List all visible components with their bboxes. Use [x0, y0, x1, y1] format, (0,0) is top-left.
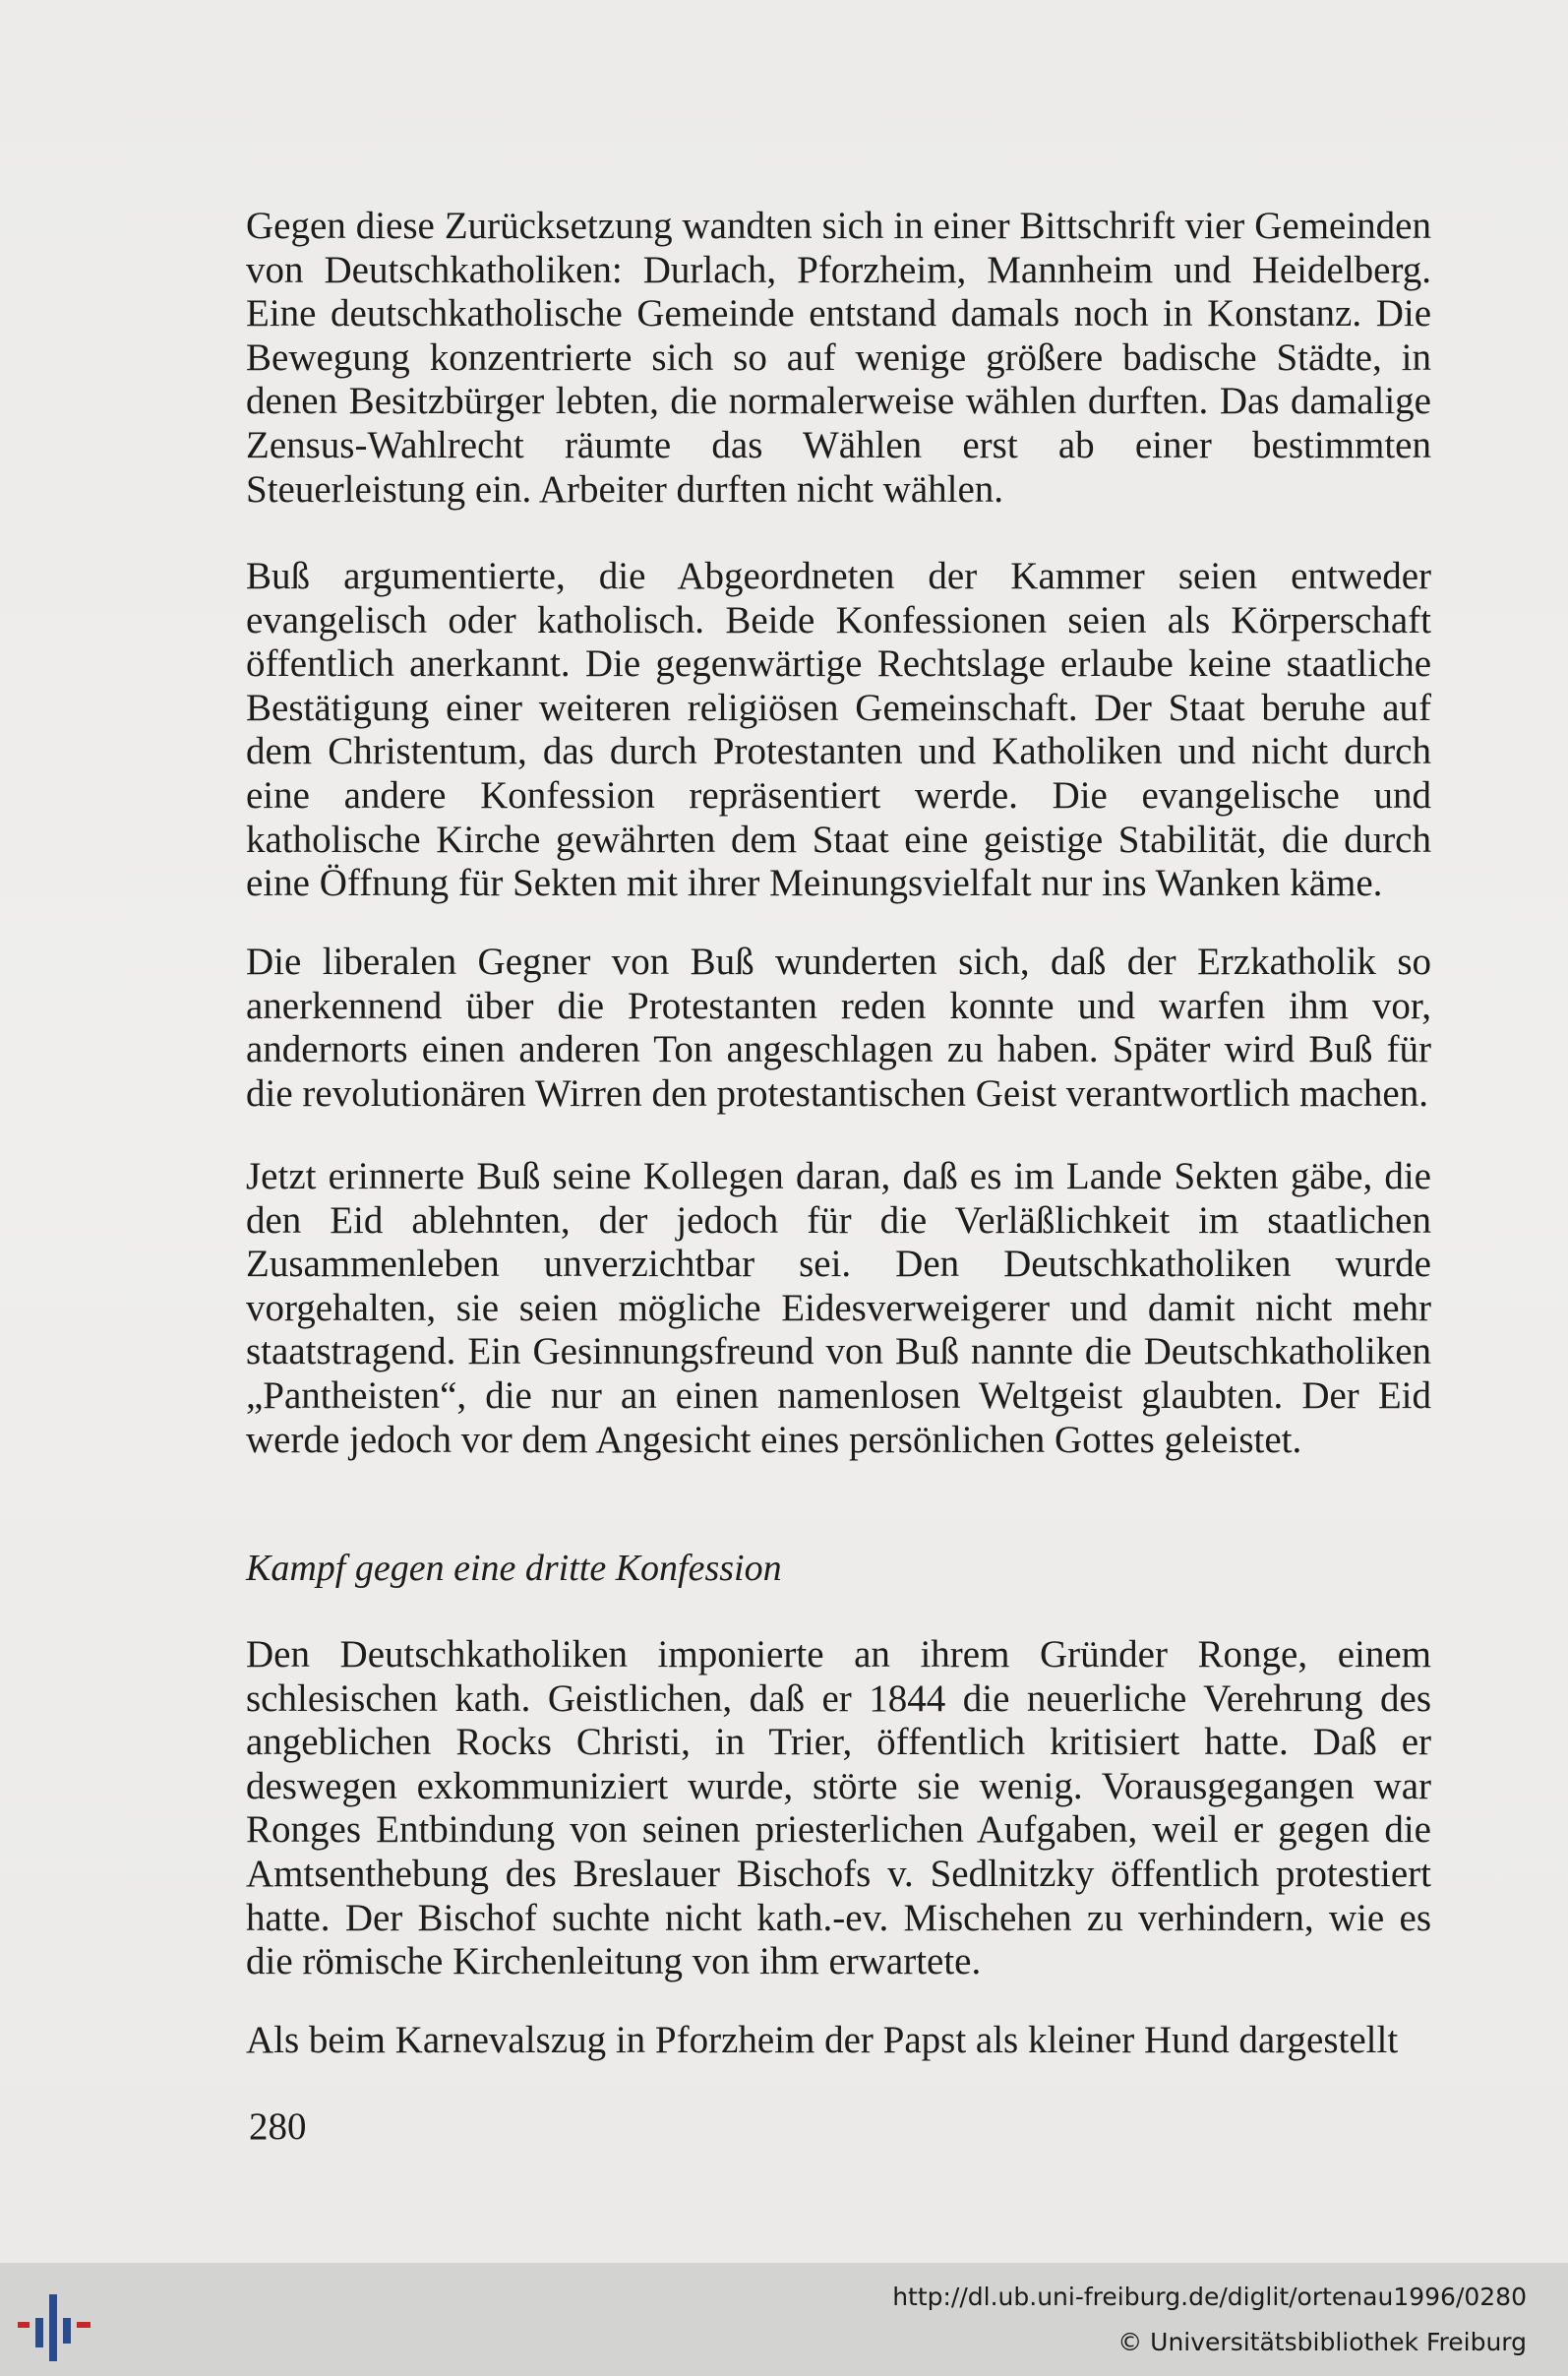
- ub-freiburg-logo-icon: [18, 2294, 98, 2361]
- paragraph-1: Gegen diese Zurücksetzung wandten sich in einer Bittschrift vier Gemeinden von Deutschkatholiken: Durlach, Pforzheim, Mannheim und Heidelberg. Eine deutschkatholische Gemeinde entstand damals noch in Konstanz. Die Bewegung konzentrierte sich so auf wenige größere badische Städte, in denen Besitzbürger lebten, die normalerweise wählen durften. Das damalige Zensus-Wahlrecht räumte das Wählen erst ab einer bestimmten Steuerleistung ein. Arbeiter durften nicht wählen.: [246, 205, 1431, 511]
- paragraph-3: Die liberalen Gegner von Buß wunderten sich, daß der Erzkatholik so anerkennend über die Protestanten reden konnte und warfen ihm vor, andernorts einen anderen Ton angeschlagen zu haben. Später wird Buß für die revolutionären Wirren den protestantischen Geist verantwortlich machen.: [246, 941, 1431, 1115]
- document-url-link[interactable]: http://dl.ub.uni-freiburg.de/diglit/ortenau1996/0280: [892, 2283, 1527, 2311]
- page-number: 280: [249, 2105, 307, 2148]
- paragraph-4: Jetzt erinnerte Buß seine Kollegen daran, daß es im Lande Sekten gäbe, die den Eid ablehnten, der jedoch für die Verläßlichkeit im staatlichen Zusammenleben unverzichtbar sei. Den Deutschkatholiken wurde vorgehalten, sie seien mögliche Eidesverweigerer und damit nicht mehr staatstragend. Ein Gesinnungsfreund von Buß nannte die Deutschkatholiken „Pantheisten“, die nur an einen namenlosen Weltgeist glaubten. Der Eid werde jedoch vor dem Angesicht eines persönlichen Gottes geleistet.: [246, 1155, 1431, 1461]
- footer-bar: [0, 2263, 1568, 2376]
- paragraph-2: Buß argumentierte, die Abgeordneten der Kammer seien entweder evangelisch oder katholisch. Beide Konfessionen seien als Körperschaft öffentlich anerkannt. Die gegenwärtige Rechtslage erlaube keine staatliche Bestätigung einer weiteren religiösen Gemeinschaft. Der Staat beruhe auf dem Christentum, das durch Protestanten und Katholiken und nicht durch eine andere Konfession repräsentiert werde. Die evangelische und katholische Kirche gewährten dem Staat eine geistige Stabilität, die durch eine Öffnung für Sekten mit ihrer Meinungsvielfalt nur ins Wanken käme.: [246, 555, 1431, 905]
- section-heading: Kampf gegen eine dritte Konfession: [246, 1548, 782, 1589]
- paragraph-6: Als beim Karnevalszug in Pforzheim der Papst als kleiner Hund dargestellt: [246, 2019, 1399, 2061]
- copyright-notice: © Universitätsbibliothek Freiburg: [1117, 2328, 1527, 2356]
- paragraph-5: Den Deutschkatholiken imponierte an ihrem Gründer Ronge, einem schlesischen kath. Geistlichen, daß er 1844 die neuerliche Verehrung des angeblichen Rocks Christi, in Trier, öffentlich kritisiert hatte. Daß er deswegen exkommuniziert wurde, störte sie wenig. Vorausgegangen war Ronges Entbindung von seinen priesterlichen Aufgaben, weil er gegen die Amtsenthebung des Breslauer Bischofs v. Sedlnitzky öffentlich protestiert hatte. Der Bischof suchte nicht kath.-ev. Mischehen zu verhindern, wie es die römische Kirchenleitung von ihm erwartete.: [246, 1633, 1431, 1983]
